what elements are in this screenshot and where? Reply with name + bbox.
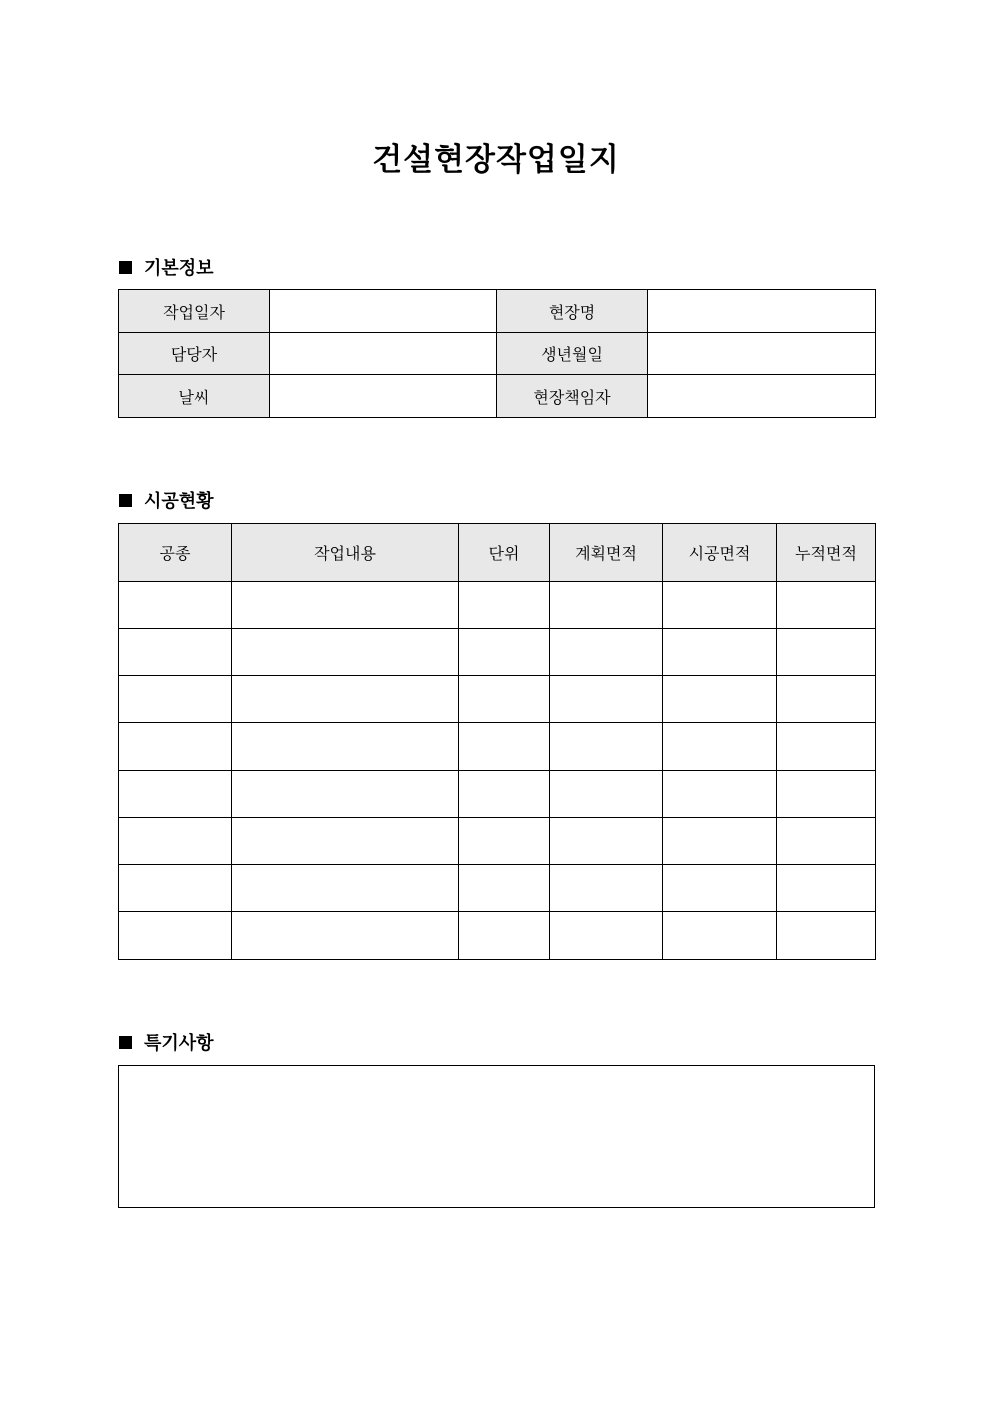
table-cell[interactable]	[550, 865, 663, 912]
remarks-box[interactable]	[118, 1065, 875, 1208]
table-cell[interactable]	[663, 818, 777, 865]
site-supervisor-label: 현장책임자	[497, 375, 648, 418]
remarks-heading	[119, 1029, 214, 1055]
table-cell[interactable]	[232, 582, 459, 629]
basic-info-heading	[119, 254, 214, 280]
table-cell[interactable]	[232, 818, 459, 865]
remarks-heading-text: 특기사항	[144, 1033, 214, 1054]
basic-info-row	[119, 290, 876, 333]
table-cell[interactable]	[663, 582, 777, 629]
table-cell[interactable]	[119, 818, 232, 865]
site-name-label: 현장명	[497, 290, 648, 333]
table-cell[interactable]	[459, 818, 550, 865]
construction-status-heading-text: 시공현황	[144, 491, 214, 512]
table-cell[interactable]	[550, 723, 663, 771]
table-cell[interactable]	[777, 629, 876, 676]
table-cell[interactable]	[459, 582, 550, 629]
construction-status-heading	[119, 487, 214, 513]
table-cell[interactable]	[119, 865, 232, 912]
table-cell[interactable]	[459, 865, 550, 912]
table-cell[interactable]	[232, 771, 459, 818]
weather-label: 날씨	[119, 375, 270, 418]
table-cell[interactable]	[232, 912, 459, 960]
table-cell[interactable]	[777, 723, 876, 771]
table-header-row	[119, 524, 876, 582]
table-cell[interactable]	[550, 912, 663, 960]
table-cell[interactable]	[232, 723, 459, 771]
column-header-unit: 단위	[459, 524, 550, 582]
table-cell[interactable]	[550, 676, 663, 723]
table-cell[interactable]	[777, 912, 876, 960]
square-bullet-icon	[119, 1036, 132, 1049]
table-cell[interactable]	[777, 771, 876, 818]
table-row	[119, 818, 876, 865]
table-cell[interactable]	[777, 865, 876, 912]
page-title: 건설현장작업일지	[372, 142, 620, 178]
table-cell[interactable]	[663, 629, 777, 676]
table-cell[interactable]	[663, 676, 777, 723]
column-header-work-content: 작업내용	[232, 524, 459, 582]
table-cell[interactable]	[119, 723, 232, 771]
table-cell[interactable]	[459, 723, 550, 771]
basic-info-row	[119, 333, 876, 375]
work-date-label: 작업일자	[119, 290, 270, 333]
table-cell[interactable]	[459, 676, 550, 723]
column-header-planned-area: 계획면적	[550, 524, 663, 582]
site-supervisor-field[interactable]	[648, 375, 876, 418]
table-cell[interactable]	[119, 676, 232, 723]
table-cell[interactable]	[459, 771, 550, 818]
table-cell[interactable]	[119, 582, 232, 629]
table-row	[119, 629, 876, 676]
table-cell[interactable]	[663, 723, 777, 771]
table-cell[interactable]	[232, 676, 459, 723]
table-cell[interactable]	[550, 818, 663, 865]
table-row	[119, 912, 876, 960]
column-header-work-type: 공종	[119, 524, 232, 582]
table-cell[interactable]	[232, 629, 459, 676]
table-cell[interactable]	[119, 629, 232, 676]
table-cell[interactable]	[550, 771, 663, 818]
table-cell[interactable]	[777, 676, 876, 723]
manager-label: 담당자	[119, 333, 270, 375]
table-cell[interactable]	[663, 912, 777, 960]
table-cell[interactable]	[459, 912, 550, 960]
square-bullet-icon	[119, 261, 132, 274]
table-row	[119, 582, 876, 629]
table-cell[interactable]	[459, 629, 550, 676]
weather-field[interactable]	[270, 375, 497, 418]
table-row	[119, 865, 876, 912]
manager-field[interactable]	[270, 333, 497, 375]
table-row	[119, 676, 876, 723]
table-cell[interactable]	[119, 912, 232, 960]
basic-info-heading-text: 기본정보	[144, 258, 214, 279]
table-cell[interactable]	[777, 582, 876, 629]
table-cell[interactable]	[663, 865, 777, 912]
table-cell[interactable]	[777, 818, 876, 865]
table-cell[interactable]	[232, 865, 459, 912]
table-cell[interactable]	[119, 771, 232, 818]
basic-info-row	[119, 375, 876, 418]
column-header-constructed-area: 시공면적	[663, 524, 777, 582]
table-row	[119, 771, 876, 818]
table-row	[119, 723, 876, 771]
table-cell[interactable]	[550, 629, 663, 676]
table-cell[interactable]	[550, 582, 663, 629]
birth-date-label: 생년월일	[497, 333, 648, 375]
basic-info-table	[118, 289, 876, 418]
square-bullet-icon	[119, 494, 132, 507]
table-cell[interactable]	[663, 771, 777, 818]
birth-date-field[interactable]	[648, 333, 876, 375]
site-name-field[interactable]	[648, 290, 876, 333]
construction-status-table	[118, 523, 876, 960]
column-header-cumulative-area: 누적면적	[777, 524, 876, 582]
work-date-field[interactable]	[270, 290, 497, 333]
